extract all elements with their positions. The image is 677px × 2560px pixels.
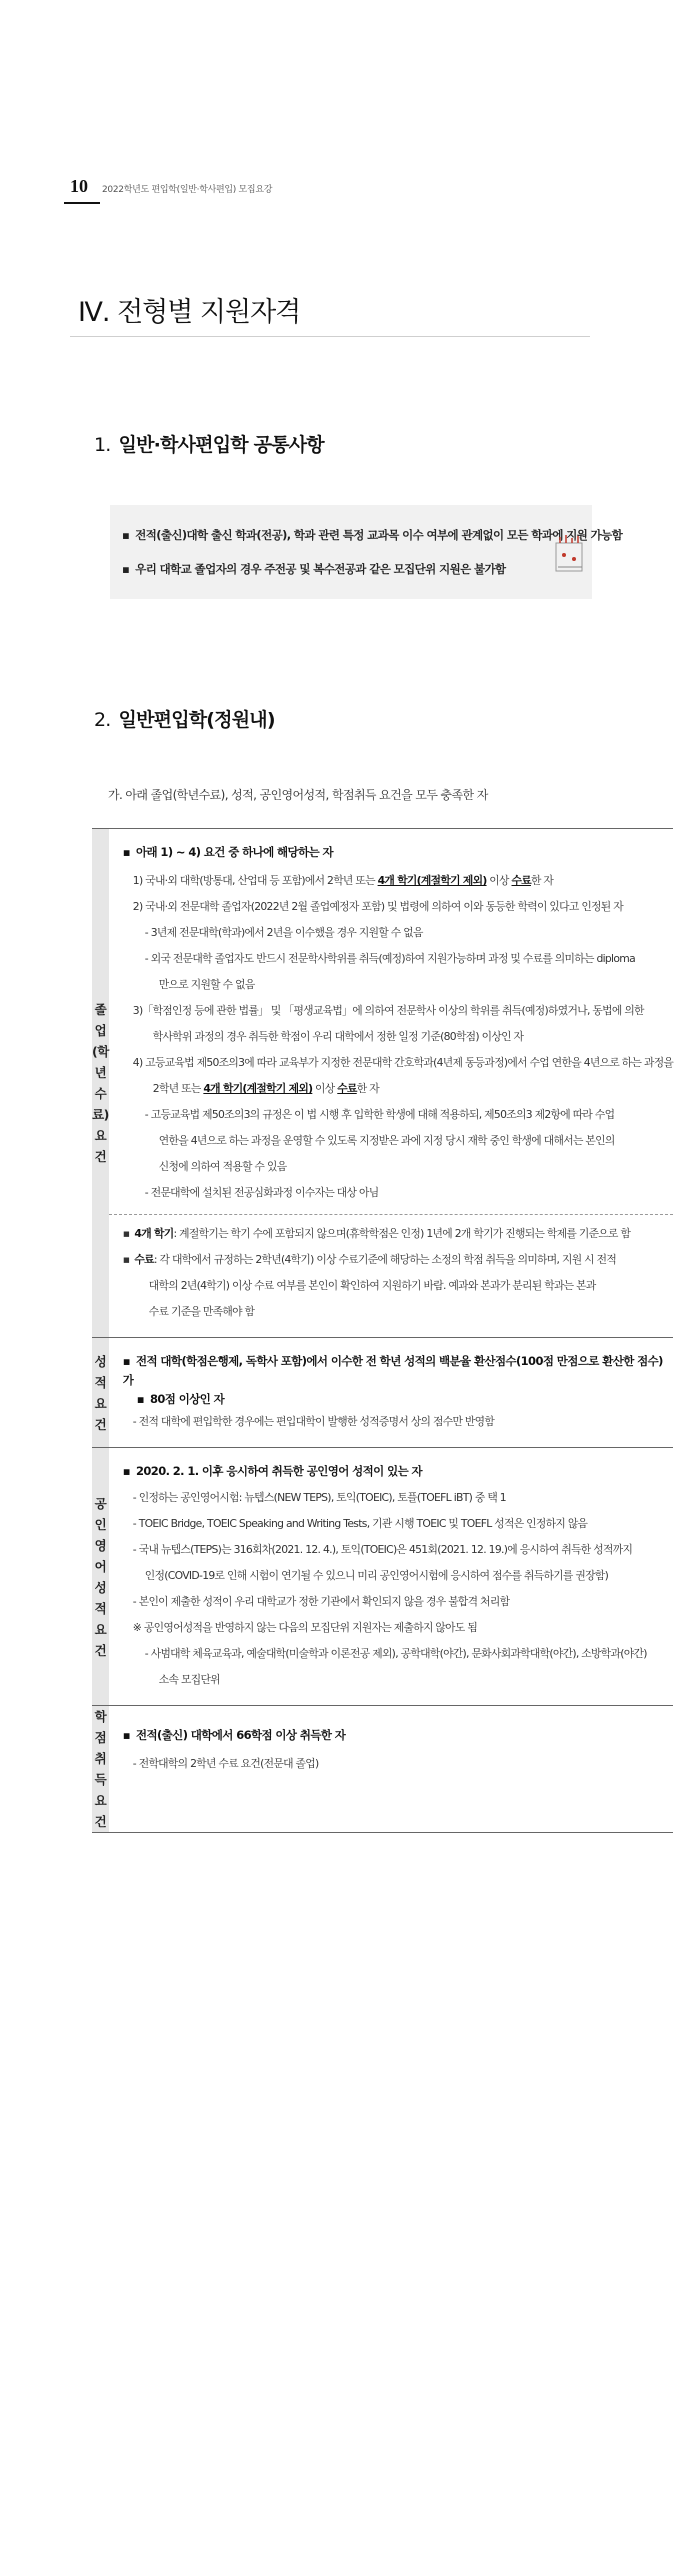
header-rule	[64, 202, 100, 204]
graduation-req-2: 2) 국내·외 전문대학 졸업자(2022년 2월 졸업예정자 포함) 및 법령에 의하여 이와 동등한 학력이 있다고 인정된 자	[132, 900, 623, 913]
common-item-2: ▪ 우리 대학교 졸업자의 경우 주전공 및 복수전공과 같은 모집단위 지원은 불가함	[122, 561, 506, 577]
graduation-main: ▪ 아래 1) ~ 4) 요건 중 하나에 해당하는 자	[123, 843, 673, 862]
graduation-req-2-note-2: - 외국 전문대학 졸업자도 반드시 전문학사학위를 취득(예정)하여 지원가능하며 과정 및 수료를 의미하는 diploma	[144, 952, 635, 965]
graduation-req-4-cont: 2학년 또는 4개 학기(계절학기 제외) 이상 수료한 자	[152, 1082, 379, 1095]
general-heading-text: 일반편입학(정원내)	[118, 709, 275, 731]
graduation-req-1: 1) 국내·외 대학(방통대, 산업대 등 포함)에서 2학년 또는 4개 학기(계절학기 제외) 이상 수료한 자	[132, 874, 554, 887]
english-body	[109, 1448, 673, 1706]
english-sub-3-cont: 인정(COVID-19로 인해 시험이 연기될 수 있으니 미리 공인영어시험에 응시하여 점수를 취득하기를 권장함)	[144, 1569, 609, 1582]
common-notice-box	[110, 505, 623, 599]
note-completion-cont2: 수료 기준을 만족해야 함	[148, 1305, 255, 1318]
common-heading	[94, 430, 324, 457]
graduation-req-4-note-1-cont2: 신청에 의하여 적용할 수 있음	[158, 1160, 287, 1173]
graduation-req-2-note-1: - 3년제 전문대학(학과)에서 2년을 이수했을 경우 지원할 수 없음	[144, 926, 423, 939]
english-sub-4: - 본인이 제출한 성적이 우리 대학교가 정한 기관에서 확인되지 않을 경우 불합격 처리함	[132, 1595, 510, 1608]
credits-category: 학점 취득 요건	[92, 1706, 109, 1833]
graduation-req-3-cont: 학사학위 과정의 경우 취득한 학점이 우리 대학에서 정한 일정 기준(80학점) 이상인 자	[152, 1030, 524, 1043]
grades-category: 성적 요건	[92, 1338, 109, 1448]
english-sub-3: - 국내 뉴텝스(TEPS)는 316회차(2021. 12. 4.), 토익(TOEIC)은 451회(2021. 12. 19.)에 응시하여 취득한 성적까지	[132, 1543, 633, 1556]
english-exempt-list-cont: 소속 모집단위	[158, 1673, 220, 1686]
general-heading-number: 2.	[94, 709, 111, 731]
english-exempt-list: - 사범대학 체육교육과, 예술대학(미술학과 이론전공 제외), 공학대학(야간), 문화사회과학대학(야간), 소방학과(야간)	[144, 1647, 647, 1660]
grades-row	[92, 1338, 673, 1448]
graduation-req-4: 4) 고등교육법 제50조의3에 따라 교육부가 지정한 전문대학 간호학과(4년제 동등과정)에서 수업 연한을 4년으로 하는 과정을	[132, 1056, 674, 1069]
decoration-icon	[552, 529, 588, 577]
note-completion-cont: 대학의 2년(4학기) 이상 수료 여부를 본인이 확인하여 지원하기 바람. 예과와 본과가 분리된 학과는 본과	[148, 1279, 596, 1292]
graduation-req-4-note-1-cont: 연한을 4년으로 하는 과정을 운영할 수 있도록 지정받은 과에 지정 당시 재학 중인 학생에 대해서는 본인의	[158, 1134, 615, 1147]
english-row	[92, 1448, 673, 1706]
english-sub-2: - TOEIC Bridge, TOEIC Speaking and Writing Tests, 기관 시행 TOEIC 및 TOEFL 성적은 인정하지 않음	[132, 1517, 588, 1530]
grades-sub: - 전적 대학에 편입학한 경우에는 편입대학이 발행한 성적증명서 상의 점수만 반영함	[132, 1415, 495, 1428]
section-title: Ⅳ. 전형별 지원자격	[78, 297, 301, 328]
graduation-req-4-note-2: - 전문대학에 설치된 전공심화과정 이수자는 대상 아님	[144, 1186, 379, 1199]
note-four-semesters: ▪ 4개 학기: 계절학기는 학기 수에 포함되지 않으며(휴학학점은 인정) 1년에 2개 학기가 진행되는 학제를 기준으로 함	[123, 1221, 673, 1247]
graduation-req-3: 3)「학점인정 등에 관한 법률」 및 「평생교육법」에 의하여 전문학사 이상의 학위를 취득(예정)하였거나, 동법에 의한	[132, 1004, 644, 1017]
english-main: ▪ 2020. 2. 1. 이후 응시하여 취득한 공인영어 성적이 있는 자	[123, 1462, 673, 1481]
credits-body	[109, 1706, 673, 1833]
common-heading-number: 1.	[94, 434, 111, 456]
page-header	[70, 176, 272, 197]
note-completion: ▪ 수료: 각 대학에서 규정하는 2학년(4학기) 이상 수료기준에 해당하는 소정의 학점 취득을 의미하며, 지원 시 전적	[123, 1247, 673, 1273]
general-heading	[94, 705, 275, 732]
grades-main-cont: ▪ 80점 이상인 자	[123, 1390, 673, 1409]
common-item-1: ▪ 전적(출신)대학 출신 학과(전공), 학과 관련 특정 교과목 이수 여부에 관계없이 모든 학과에 지원 가능함	[122, 527, 622, 543]
graduation-req-4-note-1: - 고등교육법 제50조의3의 규정은 이 법 시행 후 입학한 학생에 대해 적용하되, 제50조의3 제2항에 따라 수업	[144, 1108, 615, 1121]
graduation-body	[109, 829, 673, 1215]
credits-row	[92, 1706, 673, 1833]
section-divider	[70, 336, 590, 337]
header-title: 2022학년도 편입학(일반·학사편입) 모집요강	[102, 185, 273, 195]
graduation-req-2-note-2-cont: 만으로 지원할 수 없음	[158, 978, 255, 991]
graduation-row	[92, 829, 673, 1215]
page-number: 10	[70, 176, 88, 196]
general-intro: 가. 아래 졸업(학년수료), 성적, 공인영어성적, 학점취득 요건을 모두 충족한 자	[108, 788, 488, 802]
english-exempt-note: ※ 공인영어성적을 반영하지 않는 다음의 모집단위 지원자는 제출하지 않아도 됨	[132, 1621, 478, 1634]
english-sub-1: - 인정하는 공인영어시험: 뉴텝스(NEW TEPS), 토익(TOEIC), 토플(TOEFL iBT) 중 택 1	[132, 1491, 506, 1504]
graduation-notes-row	[92, 1215, 673, 1338]
graduation-notes	[109, 1215, 673, 1338]
grades-main: ▪ 전적 대학(학점은행제, 독학사 포함)에서 이수한 전 학년 성적의 백분율 환산점수(100점 만점으로 환산한 점수)가	[123, 1352, 673, 1390]
graduation-category: 졸업 (학년 수료) 요건	[92, 829, 109, 1338]
requirements-table	[92, 828, 673, 1833]
common-heading-text: 일반·학사편입학 공통사항	[118, 434, 324, 456]
grades-body	[109, 1338, 673, 1448]
english-category: 공인 영어 성적 요건	[92, 1448, 109, 1706]
credits-sub: - 전학대학의 2학년 수료 요건(전문대 졸업)	[132, 1757, 319, 1770]
credits-main: ▪ 전적(출신) 대학에서 66학점 이상 취득한 자	[123, 1726, 673, 1745]
